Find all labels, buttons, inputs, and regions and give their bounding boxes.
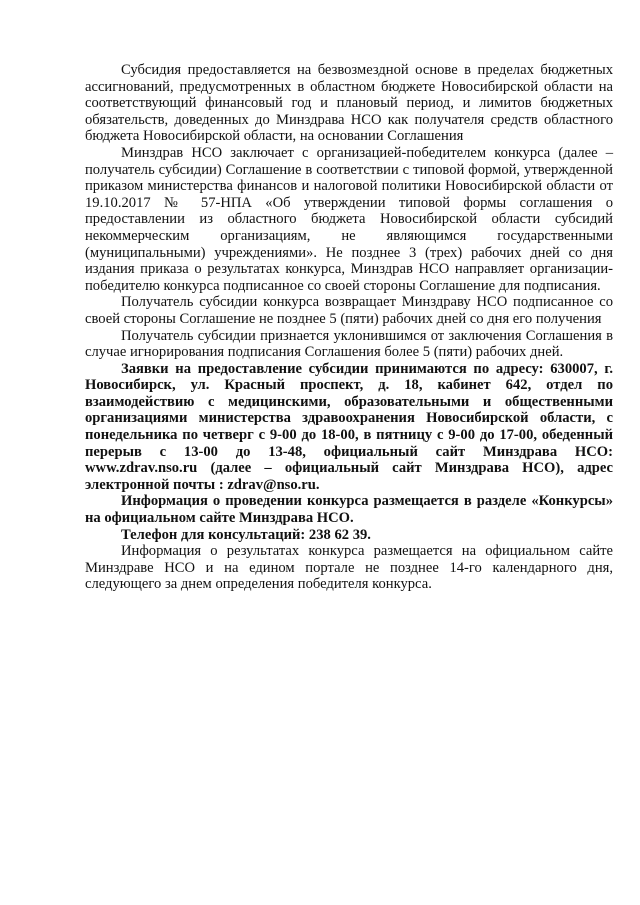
paragraph-consultation-phone: Телефон для консультаций: 238 62 39. — [121, 526, 371, 543]
paragraph-application-address: Заявки на предоставление субсидии принимаются по адресу: 630007, г. Новосибирск, ул. Красный проспект, д. 18, кабинет 642, отдел по взаимодействию с медицинскими, образовательными и общественными организациями министерства здравоохранения Новосибирской области, с понедельника по четверг с 9-00 до 18-00, в пятницу с 9-00 до 17-00, обеденный перерыв с 13-00 до 13-48, официальный сайт Минздрава НСО: www.zdrav.nso.ru (далее – официальный сайт Минздрава НСО), адрес электронной почты : zdrav@nso.ru. — [85, 360, 613, 493]
paragraph-evasion: Получатель субсидии признается уклонившимся от заключения Соглашения в случае игнорирования подписания Соглашения более 5 (пяти) рабочих дней. — [85, 327, 613, 361]
paragraph-agreement-return: Получатель субсидии конкурса возвращает Минздраву НСО подписанное со своей стороны Соглашение не позднее 5 (пяти) рабочих дней со дня его получения — [85, 294, 613, 327]
paragraph-agreement-conclusion: Минздрав НСО заключает с организацией-победителем конкурса (далее – получатель субсидии) Соглашение в соответствии с типовой формой, утвержденной приказом министерства финансов и налоговой политики Новосибирской области от 19.10.2017 № 57-НПА «Об утверждении типовой формы соглашения о предоставлении из областного бюджета Новосибирской области субсидий некоммерческим организациям, не являющимся государственными (муниципальными) учреждениями». Не позднее 3 (трех) рабочих дней со дня издания приказа о результатах конкурса, Минздрав НСО направляет организации-победителю конкурса подписанное со своей стороны Соглашение для подписания. — [85, 144, 613, 294]
paragraph-results-info: Информация о результатах конкурса размещается на официальном сайте Минздраве НСО и на едином портале не позднее 14-го календарного дня, следующего за днем определения победителя конкурса. — [85, 543, 613, 593]
document-page — [85, 62, 613, 593]
paragraph-contest-info: Информация о проведении конкурса размещается в разделе «Конкурсы» на официальном сайте Минздрава НСО. — [85, 493, 613, 527]
paragraph-subsidy-basis: Субсидия предоставляется на безвозмездной основе в пределах бюджетных ассигнований, предусмотренных в областном бюджете Новосибирской области на соответствующий финансовый год и плановый период, и лимитов бюджетных обязательств, доведенных до Минздрава НСО как получателя средств областного бюджета Новосибирской области, на основании Соглашения — [85, 62, 613, 145]
